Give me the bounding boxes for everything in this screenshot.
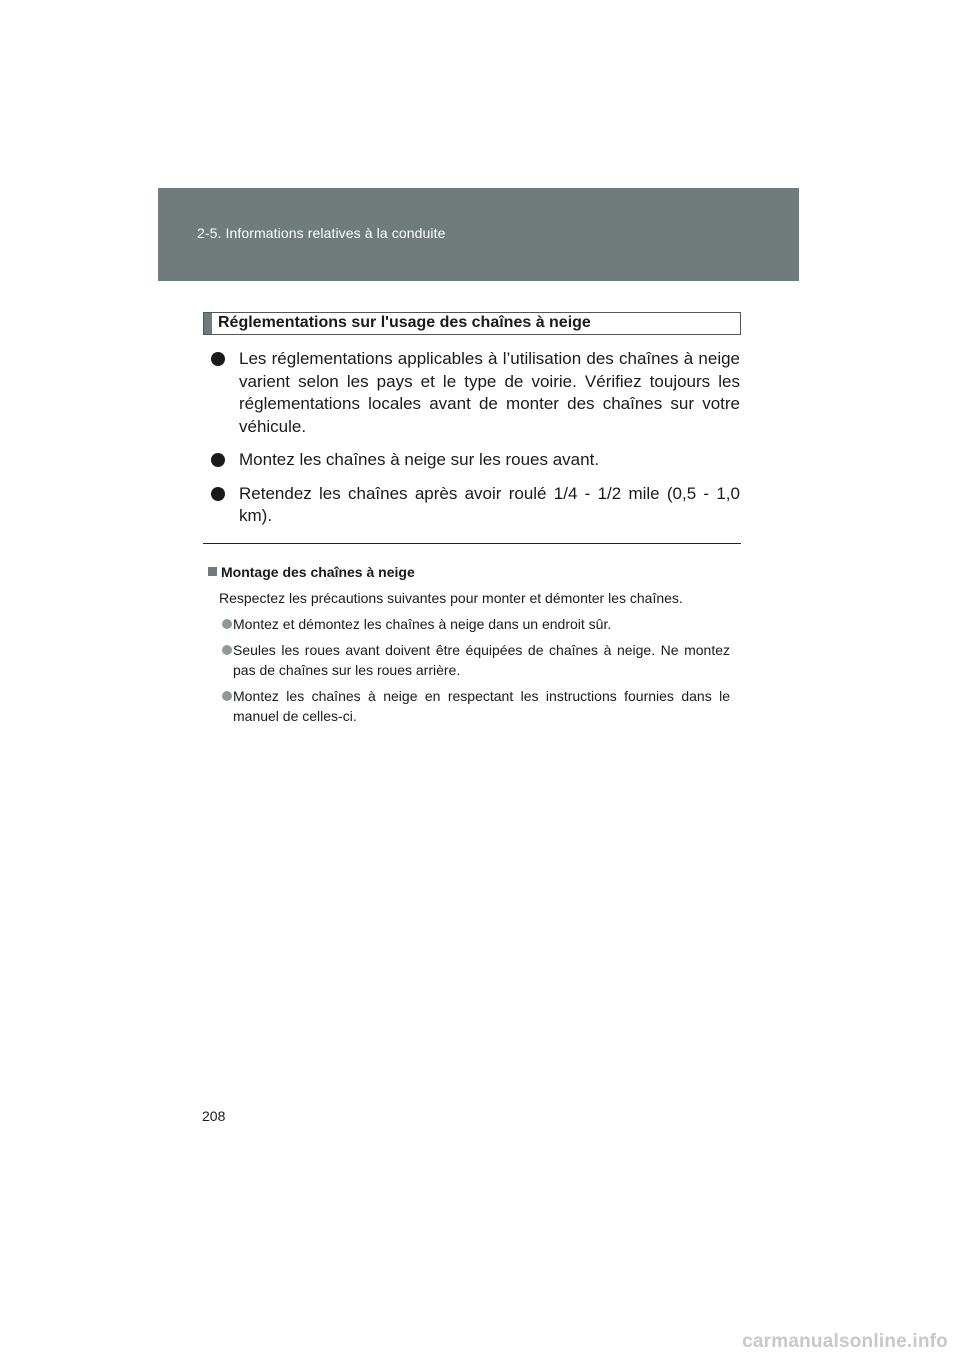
note-block — [208, 562, 730, 726]
bullet-dot-icon — [211, 453, 225, 467]
note-dot-icon — [222, 691, 232, 701]
bullet-item — [210, 483, 740, 528]
bullet-dot-icon — [211, 352, 225, 366]
bullet-text: Les réglementations applicables à l’utilisation des chaînes à neige varient selon les pays et le type de voirie. Vérifiez toujours les réglementations locales avant de monter des chaînes sur votre véhicule. — [239, 349, 740, 436]
bullet-text: Retendez les chaînes après avoir roulé 1/4 - 1/2 mile (0,5 - 1,0 km). — [239, 483, 740, 525]
note-dot-icon — [222, 619, 232, 629]
note-item — [208, 614, 730, 634]
note-intro: Respectez les précautions suivantes pour monter et démonter les chaînes. — [219, 590, 683, 606]
note-item-text: Montez les chaînes à neige en respectant les instructions fournies dans le manuel de celles-ci. — [233, 688, 730, 724]
note-title-text: Montage des chaînes à neige — [221, 564, 415, 580]
square-bullet-icon — [208, 567, 217, 576]
note-item-text: Seules les roues avant doivent être équipées de chaînes à neige. Ne montez pas de chaînes sur les roues arrière. — [233, 642, 730, 678]
bullet-text: Montez les chaînes à neige sur les roues avant. — [239, 450, 600, 469]
section-label: 2-5. Informations relatives à la conduite — [197, 225, 446, 241]
section-heading-text: Réglementations sur l'usage des chaînes à neige — [218, 314, 591, 331]
main-bullet-list — [210, 348, 740, 539]
page-number: 208 — [202, 1108, 226, 1124]
heading-accent-bar — [204, 313, 212, 334]
section-header-band — [158, 188, 799, 281]
note-dot-icon — [222, 645, 232, 655]
bullet-item — [210, 348, 740, 438]
note-title — [208, 562, 730, 582]
section-heading — [203, 312, 741, 335]
bullet-item — [210, 449, 740, 472]
watermark: carmanualsonline.info — [742, 1331, 948, 1352]
note-item — [208, 640, 730, 680]
note-item-text: Montez et démontez les chaînes à neige dans un endroit sûr. — [233, 616, 612, 632]
section-divider — [203, 543, 741, 544]
note-item — [208, 686, 730, 726]
bullet-dot-icon — [211, 487, 225, 501]
